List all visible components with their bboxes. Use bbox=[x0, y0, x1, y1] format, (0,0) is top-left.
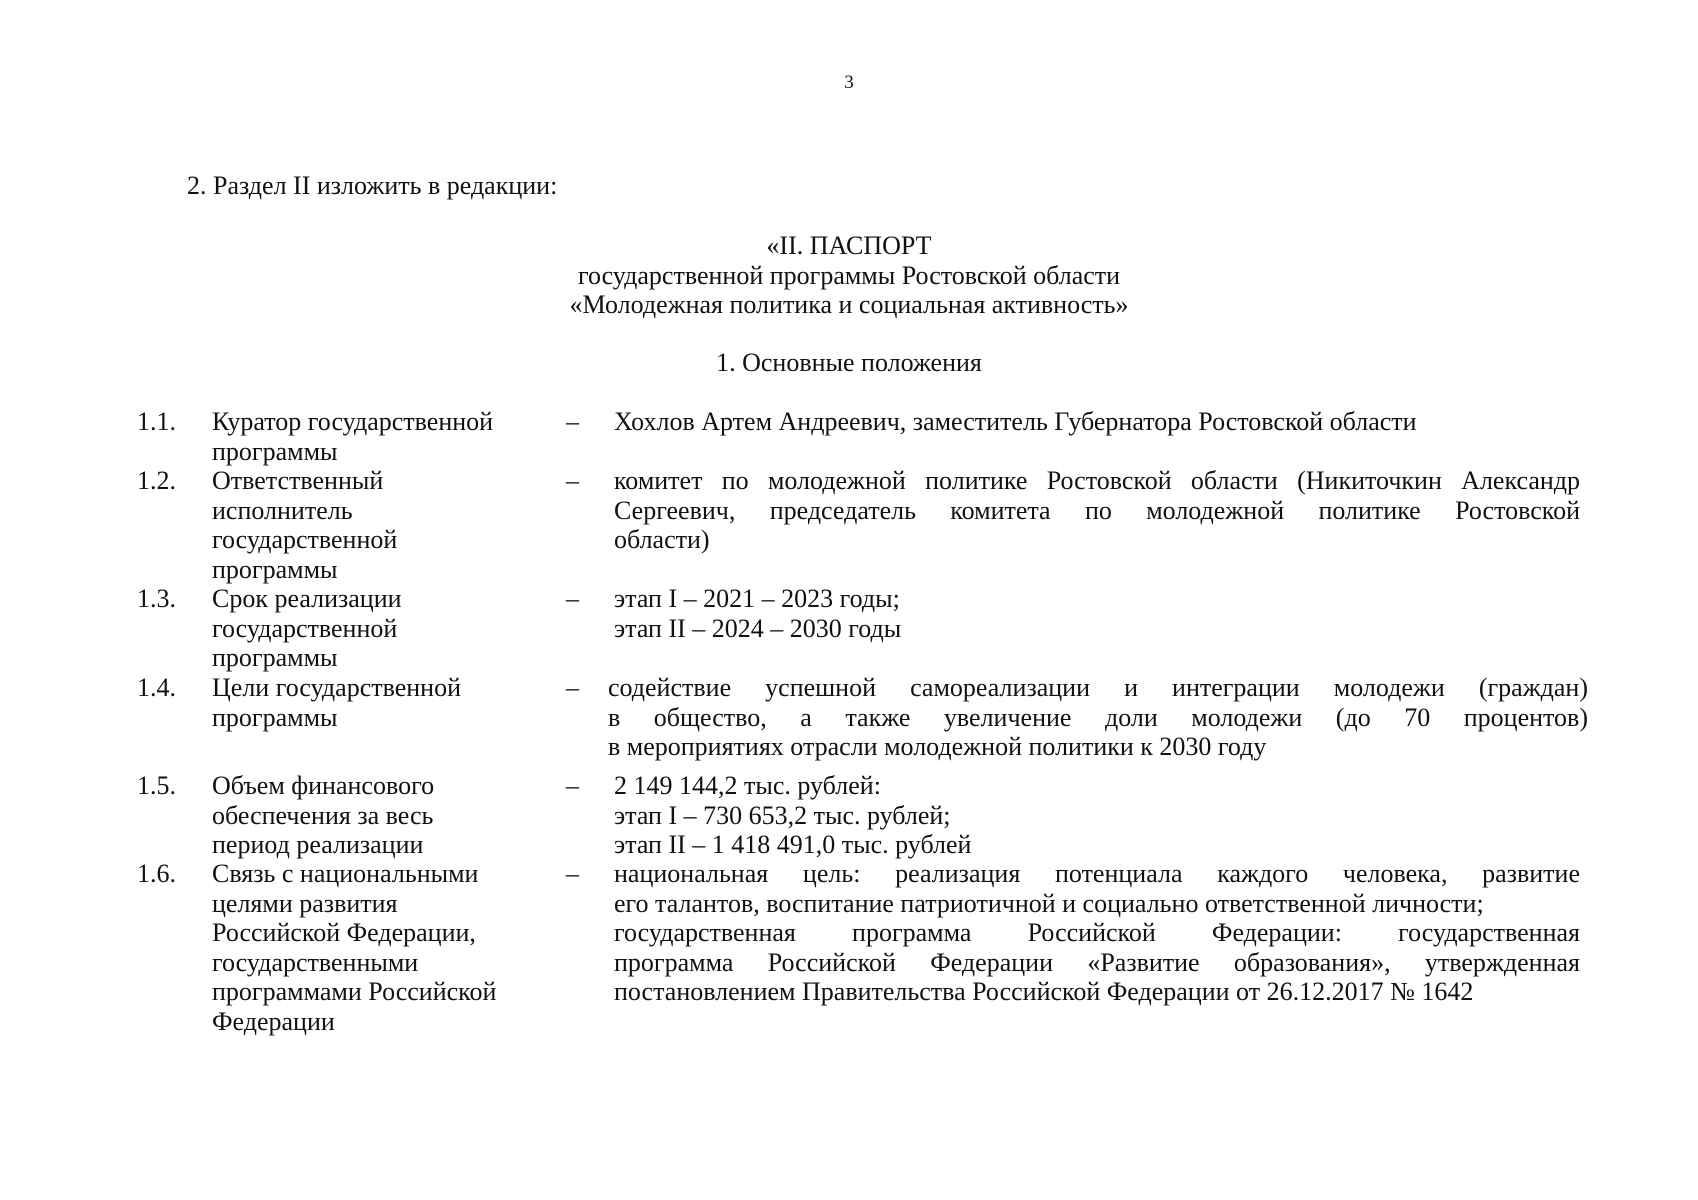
row-label-line: Объем финансового bbox=[212, 771, 435, 800]
row-label-line: Связь с национальными bbox=[212, 859, 479, 888]
row-value-line: национальная цель: реализация потенциала каждого человека, развитие bbox=[614, 859, 1580, 888]
row-value-line: комитет по молодежной политике Ростовской области (Никиточкин Александр bbox=[614, 466, 1580, 495]
row-value-line: в общество, а также увеличение доли молодежи (до 70 процентов) bbox=[608, 702, 1588, 732]
row-value-line: постановлением Правительства Российской Федерации от 26.12.2017 № 1642 bbox=[614, 977, 1474, 1006]
row-label-line: государственными bbox=[212, 947, 419, 977]
row-label-line: программы bbox=[212, 554, 338, 584]
row-value-line: Сергеевич, председатель комитета по молодежной политике Ростовской bbox=[614, 495, 1580, 525]
row-value bbox=[608, 673, 1588, 762]
row-number: 1.2. bbox=[137, 466, 176, 495]
row-value bbox=[614, 584, 1580, 643]
row-label-line: Федерации bbox=[212, 1006, 335, 1036]
row-value bbox=[614, 859, 1580, 1007]
row-value-line: в мероприятиях отрасли молодежной политики к 2030 году bbox=[608, 732, 1267, 761]
row-label bbox=[212, 859, 532, 1036]
row-label-line: государственной bbox=[212, 613, 398, 643]
row-dash: – bbox=[566, 407, 579, 436]
passport-title-line-3: «Молодежная политика и социальная активность» bbox=[569, 290, 1129, 319]
row-label-line: Российской Федерации, bbox=[212, 918, 476, 947]
row-label-line: программы bbox=[212, 702, 338, 732]
row-value-line: Хохлов Артем Андреевич, заместитель Губернатора Ростовской области bbox=[614, 407, 1417, 436]
row-number: 1.6. bbox=[137, 859, 176, 888]
row-label bbox=[212, 771, 532, 860]
row-label-line: Цели государственной bbox=[212, 673, 462, 702]
passport-title-line-1: «II. ПАСПОРТ bbox=[766, 231, 932, 260]
row-number: 1.5. bbox=[137, 771, 176, 800]
row-label-line: исполнитель bbox=[212, 495, 353, 525]
row-dash: – bbox=[566, 859, 579, 888]
section-heading: 1. Основные положения bbox=[716, 348, 982, 377]
row-value-line: этап II – 1 418 491,0 тыс. рублей bbox=[614, 830, 972, 859]
row-value-line: этап I – 730 653,2 тыс. рублей; bbox=[614, 800, 951, 830]
row-label bbox=[212, 584, 532, 673]
row-label-line: государственной bbox=[212, 525, 398, 554]
passport-title-line-2: государственной программы Ростовской области bbox=[577, 260, 1121, 290]
row-value-line: содействие успешной самореализации и интеграции молодежи (граждан) bbox=[608, 673, 1588, 702]
row-value bbox=[614, 771, 1580, 860]
row-label-line: обеспечения за весь bbox=[212, 800, 434, 830]
row-value-line: этап II – 2024 – 2030 годы bbox=[614, 613, 902, 643]
row-label bbox=[212, 673, 532, 732]
row-label-line: целями развития bbox=[212, 888, 398, 918]
passport-title bbox=[0, 231, 1698, 320]
row-dash: – bbox=[566, 584, 579, 613]
row-number: 1.4. bbox=[137, 673, 176, 702]
row-value-line: программа Российской Федерации «Развитие образования», утвержденная bbox=[614, 947, 1580, 977]
row-dash: – bbox=[566, 466, 579, 495]
row-value bbox=[614, 407, 1580, 437]
row-label-line: программы bbox=[212, 436, 338, 466]
row-label-line: программами Российской bbox=[212, 977, 497, 1006]
row-dash: – bbox=[566, 673, 579, 702]
row-label bbox=[212, 407, 532, 466]
row-label-line: период реализации bbox=[212, 830, 424, 859]
row-label-line: программы bbox=[212, 643, 338, 672]
row-label-line: Куратор государственной bbox=[212, 407, 494, 436]
row-number: 1.3. bbox=[137, 584, 176, 613]
row-label-line: Срок реализации bbox=[212, 584, 402, 613]
row-value bbox=[614, 466, 1580, 555]
row-value-line: этап I – 2021 – 2023 годы; bbox=[614, 584, 900, 613]
row-label bbox=[212, 466, 532, 584]
row-value-line: области) bbox=[614, 525, 710, 554]
row-value-line: государственная программа Российской Федерации: государственная bbox=[614, 918, 1580, 947]
page-number: 3 bbox=[844, 72, 854, 93]
row-dash: – bbox=[566, 771, 579, 800]
row-label-line: Ответственный bbox=[212, 466, 384, 495]
row-number: 1.1. bbox=[137, 407, 176, 436]
row-value-line: 2 149 144,2 тыс. рублей: bbox=[614, 771, 881, 800]
row-value-line: его талантов, воспитание патриотичной и социально ответственной личности; bbox=[614, 888, 1484, 918]
intro-paragraph: 2. Раздел II изложить в редакции: bbox=[187, 171, 558, 200]
